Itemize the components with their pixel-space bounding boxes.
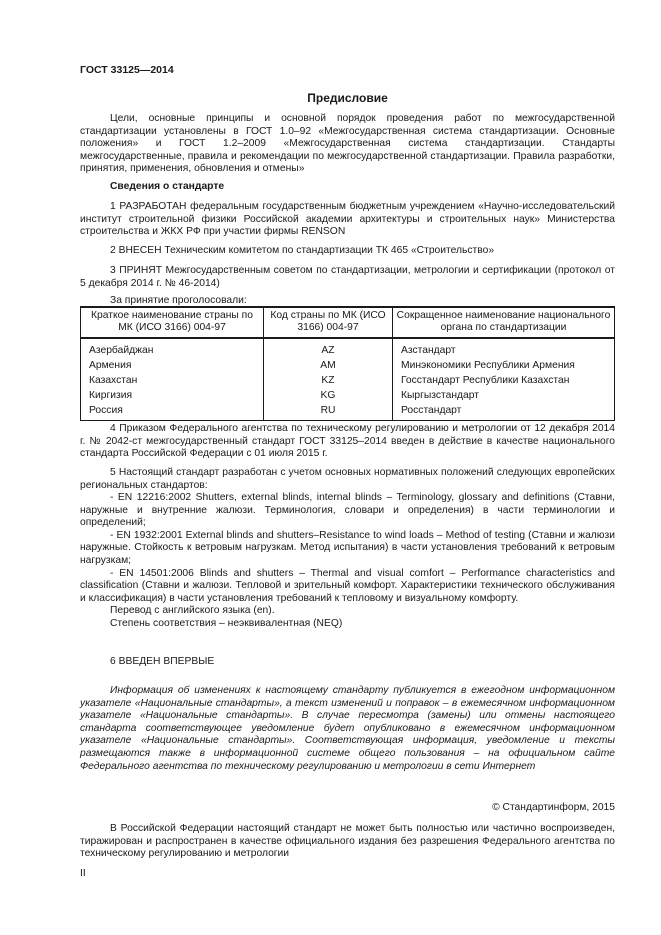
- body-cell: Кыргызстандарт: [393, 388, 615, 403]
- table-header-country: Краткое наименование страны по МК (ИСО 3166) 004-97: [81, 307, 264, 338]
- country-cell: Киргизия: [81, 388, 264, 403]
- item-6-first-introduced: 6 ВВЕДЕН ВПЕРВЫЕ: [110, 656, 215, 667]
- table-row: [81, 388, 615, 403]
- table-row: [81, 358, 615, 373]
- table-header-code: Код страны по МК (ИСО 3166) 004-97: [264, 307, 393, 338]
- legal-notice: В Российской Федерации настоящий стандарт не может быть полностью или частично воспроизведен, тиражирован и распространен в качестве официального издания без разрешения Федерального агентства по техническому регулированию и метрологии: [80, 823, 615, 860]
- list-item: - EN 1932:2001 External blinds and shutters–Resistance to wind loads – Method of testing (Ставни и жалюзи наружные. Стойкость к ветровым нагрузкам. Метод испытания) в части установления требований к ветровым нагрузкам;: [80, 529, 615, 566]
- body-cell: Минэкономики Республики Армения: [393, 358, 615, 373]
- country-cell: Армения: [81, 358, 264, 373]
- country-cell: Азербайджан: [81, 338, 264, 358]
- item-4-order: 4 Приказом Федерального агентства по техническому регулированию и метрологии от 12 декабря 2014 г. № 2042-ст межгосударственный стандарт ГОСТ 33125–2014 введен в действие в качестве национального стандарта Российской Федерации с 01 июля 2015 г.: [80, 423, 615, 460]
- body-cell: Росстандарт: [393, 403, 615, 421]
- copyright: © Стандартинформ, 2015: [492, 802, 615, 813]
- standard-list: [80, 492, 615, 631]
- list-item: - EN 12216:2002 Shutters, external blinds, internal blinds – Terminology, glossary and definitions (Ставни, наружные и внутренние жалюзи. Терминология, словари и определения) в части терминологии и определений;: [80, 492, 615, 529]
- conformity-note: Степень соответствия – неэквивалентная (NEQ): [110, 617, 343, 629]
- body-cell: Госстандарт Республики Казахстан: [393, 373, 615, 388]
- info-heading: Сведения о стандарте: [110, 181, 225, 192]
- table-header-body: Сокращенное наименование национального органа по стандартизации: [393, 307, 615, 338]
- item-5-developed-with: 5 Настоящий стандарт разработан с учетом основных нормативных положений следующих европейских региональных стандартов:: [80, 467, 615, 491]
- list-item: - EN 14501:2006 Blinds and shutters – Thermal and visual comfort – Performance characteristics and classification (Ставни и жалюзи. Тепловой и зрительный комфорт. Характеристики технического обслуживания и классификация) в части установления требований к тепловому и визуальному комфорту.: [80, 567, 615, 604]
- item-2-submitted: 2 ВНЕСЕН Техническим комитетом по стандартизации ТК 465 «Строительство»: [110, 245, 495, 256]
- code-cell: RU: [264, 403, 393, 421]
- table-row: [81, 338, 615, 358]
- code-cell: KG: [264, 388, 393, 403]
- code-cell: AM: [264, 358, 393, 373]
- change-notice: Информация об изменениях к настоящему стандарту публикуется в ежегодном информационном указателе «Национальные стандарты», а текст изменений и поправок – в ежемесячном информационном указателе «Национальные стандарты». В случае пересмотра (замены) или отмены настоящего стандарта соответствующее уведомление будет опубликовано в ежемесячном информационном указателе «Национальные стандарты». Соответствующая информация, уведомление и тексты размещаются также в информационной системе общего пользования – на официальном сайте Федерального агентства по техническому регулированию и метрологии в сети Интернет: [80, 685, 615, 772]
- body-cell: Азстандарт: [393, 338, 615, 358]
- vote-label: За принятие проголосовали:: [110, 295, 247, 306]
- country-cell: Россия: [81, 403, 264, 421]
- item-1-developed: 1 РАЗРАБОТАН федеральным государственным бюджетным учреждением «Научно-исследовательский институт строительной физики Российской академии архитектуры и строительных наук» Министерства строительства и ЖКХ РФ при участии фирмы RENSON: [80, 201, 615, 238]
- code-cell: AZ: [264, 338, 393, 358]
- translation-note: Перевод с английского языка (en).: [110, 605, 275, 617]
- country-cell: Казахстан: [81, 373, 264, 388]
- voting-table: [80, 306, 615, 421]
- document-header: ГОСТ 33125—2014: [80, 64, 174, 76]
- intro-paragraph: Цели, основные принципы и основной порядок проведения работ по межгосударственной стандартизации установлены в ГОСТ 1.0–92 «Межгосударственная система стандартизации. Основные положения» и ГОСТ 1.2–2009 «Межгосударственная система стандартизации. Стандарты межгосударственные, правила и рекомендации по межгосударственной стандартизации. Правила разработки, принятия, применения, обновления и отмены»: [80, 113, 615, 175]
- page-title: Предисловие: [307, 91, 388, 105]
- page-number: II: [80, 868, 86, 879]
- item-3-adopted: 3 ПРИНЯТ Межгосударственным советом по стандартизации, метрологии и сертификации (протокол от 5 декабря 2014 г. № 46-2014): [80, 265, 615, 289]
- code-cell: KZ: [264, 373, 393, 388]
- table-row: [81, 403, 615, 421]
- table-row: [81, 373, 615, 388]
